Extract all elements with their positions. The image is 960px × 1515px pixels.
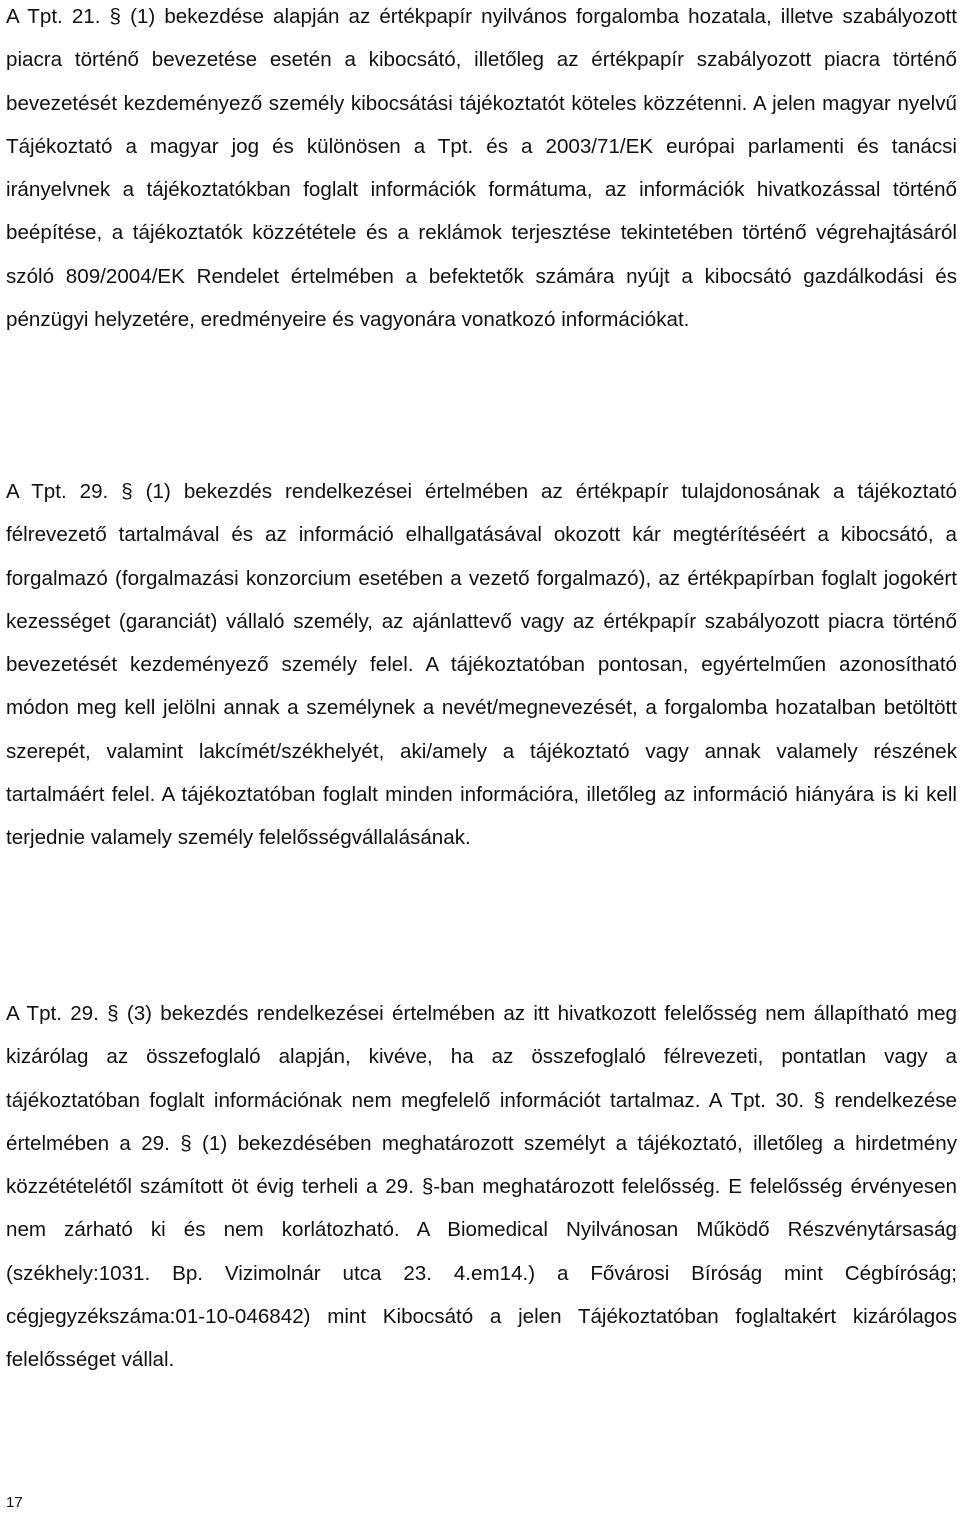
paragraph-tpt-29-1: A Tpt. 29. § (1) bekezdés rendelkezései értelmében az értékpapír tulajdonosának a tájékoztató félrevezető tartalmával és az információ elhallgatásával okozott kár megtérítéséért a kibocsátó, a forgalmazó (forgalmazási konzorcium esetében a vezető forgalmazó), az értékpapírban foglalt jogokért kezességet (garanciát) vállaló személy, az ajánlattevő vagy az értékpapír szabályozott piacra történő bevezetését kezdeményező személy felel. A tájékoztatóban pontosan, egyértelműen azonosítható módon meg kell jelölni annak a személynek a nevét/megnevezését, a forgalomba hozatalban betöltött szerepét, valamint lakcímét/székhelyét, aki/amely a tájékoztató vagy annak valamely részének tartalmáért felel. A tájékoztatóban foglalt minden információra, illetőleg az információ hiányára is ki kell terjednie valamely személy felelősségvállalásának. (6, 480, 957, 850)
paragraph-tpt-21: A Tpt. 21. § (1) bekezdése alapján az értékpapír nyilvános forgalomba hozatala, illetve szabályozott piacra történő bevezetése esetén a kibocsátó, illetőleg az értékpapír szabályozott piacra történő bevezetését kezdeményező személy kibocsátási tájékoztatót köteles közzétenni. A jelen magyar nyelvű Tájékoztató a magyar jog és különösen a Tpt. és a 2003/71/EK európai parlamenti és tanácsi irányelvnek a tájékoztatókban foglalt információk formátuma, az információk hivatkozással történő beépítése, a tájékoztatók közzététele és a reklámok terjesztése tekintetében történő végrehajtásáról szóló 809/2004/EK Rendelet értelmében a befektetők számára nyújt a kibocsátó gazdálkodási és pénzügyi helyzetére, eredményeire és vagyonára vonatkozó információkat. (6, 5, 957, 332)
page-number: 17 (6, 1494, 23, 1511)
paragraph-tpt-29-3: A Tpt. 29. § (3) bekezdés rendelkezései értelmében az itt hivatkozott felelősség nem állapítható meg kizárólag az összefoglaló alapján, kivéve, ha az összefoglaló félrevezeti, pontatlan vagy a tájékoztatóban foglalt információnak nem megfelelő információt tartalmaz. A Tpt. 30. § rendelkezése értelmében a 29. § (1) bekezdésében meghatározott személyt a tájékoztató, illetőleg a hirdetmény közzétételétől számított öt évig terheli a 29. §-ban meghatározott felelősség. E felelősség érvényesen nem zárható ki és nem korlátozható. A Biomedical Nyilvánosan Működő Részvénytársaság (székhely:1031. Bp. Vizimolnár utca 23. 4.em14.) a Fővárosi Bíróság mint Cégbíróság; cégjegyzékszáma:01-10-046842) mint Kibocsátó a jelen Tájékoztatóban foglaltakért kizárólagos felelősséget vállal. (6, 1002, 957, 1372)
